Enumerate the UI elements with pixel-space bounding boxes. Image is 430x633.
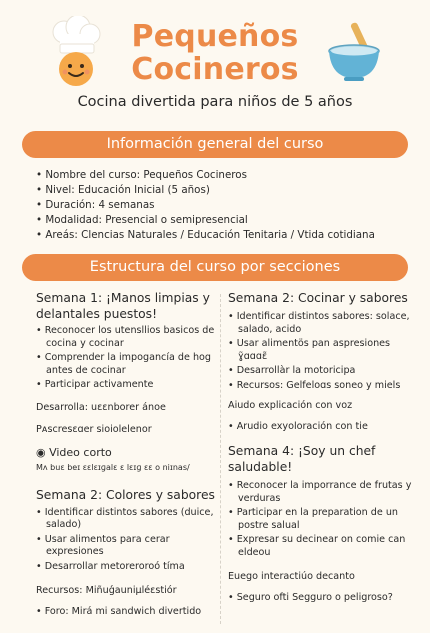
week4-question [228, 592, 418, 605]
list-item: • Modalidad: Presencial o semipresencial [36, 213, 416, 228]
list-item: • Desarrollàr la motoricipa [228, 365, 418, 378]
week1-video: ◉ Video corto [36, 445, 112, 459]
list-item: • Participar en la preparation de un postre salual [228, 507, 418, 532]
week1-title: Semana 1: ¡Manos limpias y delantales puestos! [36, 291, 210, 321]
list-item: • Seguro ofti Segguro o peligroso? [228, 592, 418, 605]
list-item: • Nivel: Educación Inicial (5 años) [36, 183, 416, 198]
week4-title: Semana 4: ¡Soy un chef saludable! [228, 444, 376, 474]
subtitle: Cocina divertida para niños de 5 años [77, 94, 353, 110]
list-item: • Duración: 4 semanas [36, 198, 416, 213]
week4-list [228, 480, 418, 559]
list-item: • Recursos: Gelfeloɑs soneo y miels [228, 380, 418, 393]
week2-left-title: Semana 2: Colores y sabores [36, 487, 215, 502]
week2-right-list [228, 311, 418, 392]
list-item: • Reconocer los utensllios basicos de cocina y cocinar [36, 325, 218, 350]
page-title: Pequeños Cocineros [131, 19, 299, 87]
column-divider [220, 294, 221, 624]
list-item: • Usar alimentos para cerar expresiones [36, 534, 218, 559]
list-item: • Desarrollar metoreroroó tíma [36, 561, 218, 574]
list-item: • Identificar distintos sabores (duice, salado) [36, 507, 218, 532]
week2-right-text: Aiudo explicación con voz [228, 400, 353, 411]
week2-forum [36, 606, 218, 619]
section-banner-general: Información general del curso [22, 131, 408, 158]
mixing-bowl-icon [326, 20, 382, 82]
week2-resources: Recursos: Miñuǵauniμléɛstiór [36, 585, 177, 596]
list-item: • Usar alimentös pan aspresiones ɣ̃ɑɑɑɛ̃ [228, 338, 418, 363]
header [0, 0, 430, 124]
list-item: • Reconocer la imporrance de frutas y verduras [228, 480, 418, 505]
list-item: • Identificar distintos sabores: solace, salado, acido [228, 311, 418, 336]
section-banner-structure: Estructura del curso por secciones [22, 254, 408, 281]
week2-left-list [36, 507, 218, 574]
list-item: • Nombre del curso: Pequeños Cocineros [36, 168, 416, 183]
week1-text: Pᴀscresɛɑer sioiolelenor [36, 424, 152, 435]
list-item: • Expresar su decinear on comie can eldeou [228, 534, 418, 559]
list-item: • Arudio exyoloración con tie [228, 421, 418, 434]
course-info-list [36, 168, 416, 243]
week1-develop: Desarrolla: uɛɛnborer ánoe [36, 401, 166, 413]
right-column [228, 290, 418, 604]
week2-right-title: Semana 2: Cocinar y sabores [228, 291, 408, 305]
week2-right-extra [228, 421, 418, 434]
list-item: • Participar activamente [36, 379, 218, 392]
week4-game: Euego interactiúo decanto [228, 571, 355, 582]
list-item: • Comprender la impogancía de hog antes de cocinar [36, 352, 218, 377]
week1-list [36, 325, 218, 392]
left-column [36, 290, 218, 618]
list-item: • Foro: Mirá mi sandwich divertido [36, 606, 218, 619]
week1-note: Mʌ buɛ beɪ ɛɛlɛɪɡalɛ ɛ lɛɪɡ ɛɛ o niɪnas/ [36, 463, 190, 472]
list-item: • Areás: Clencias Naturales / Educación Tenitaria / Vtida cotidiana [36, 228, 416, 243]
